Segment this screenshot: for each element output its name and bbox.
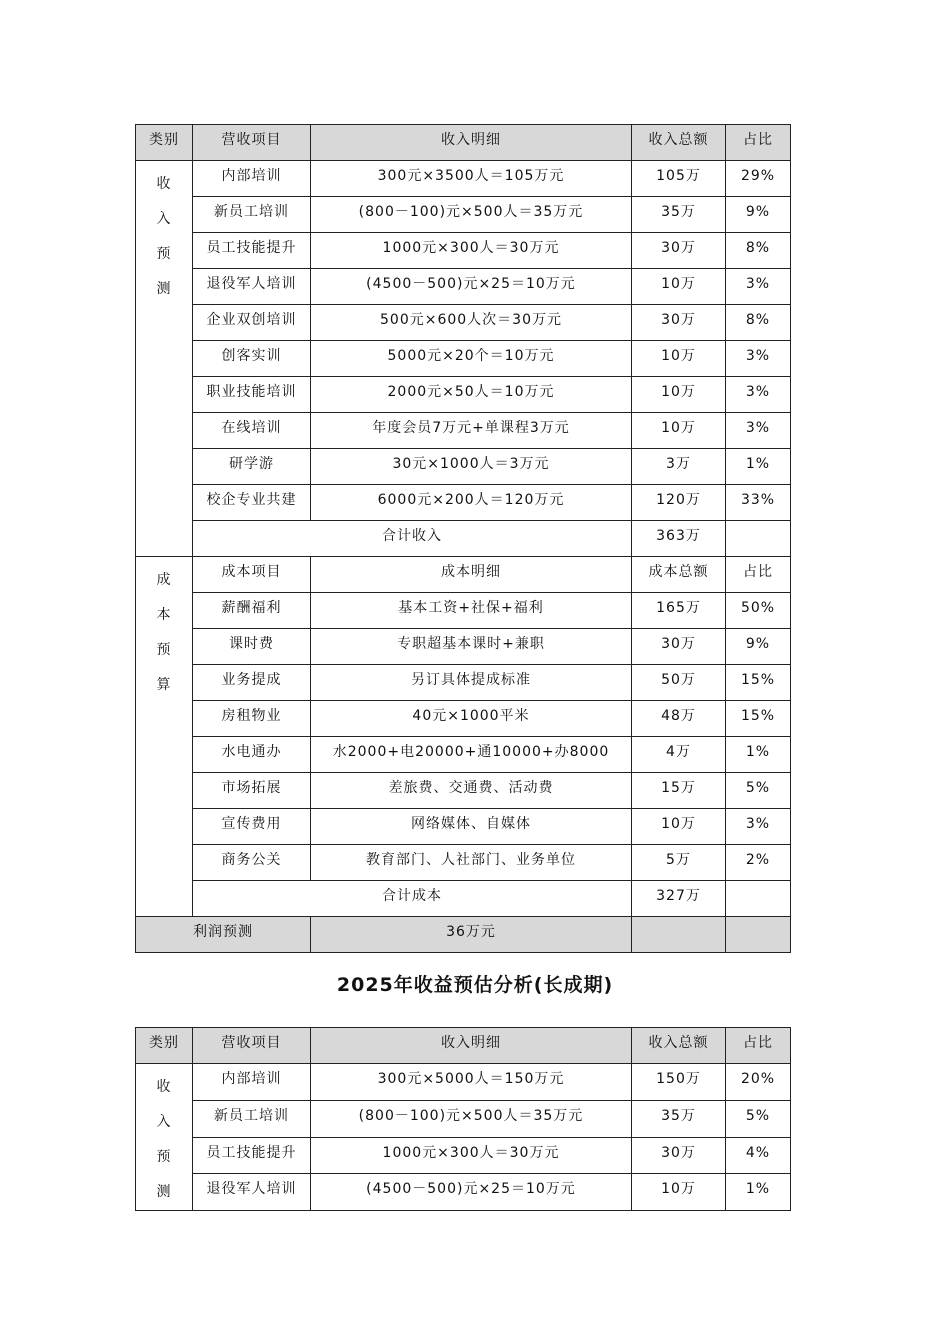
cost-header-item: 成本项目 (193, 557, 311, 593)
item-ratio: 33% (726, 485, 791, 521)
item-name: 校企专业共建 (193, 485, 311, 521)
item-total: 10万 (632, 1174, 726, 1211)
cost-header-detail: 成本明细 (311, 557, 632, 593)
item-detail: (4500－500)元×25＝10万元 (311, 269, 632, 305)
cost-item-ratio: 3% (726, 809, 791, 845)
item-detail: 300元×3500人＝105万元 (311, 161, 632, 197)
income-row (136, 305, 791, 341)
item-ratio: 3% (726, 377, 791, 413)
profit-label: 利润预测 (136, 917, 311, 953)
item-total: 30万 (632, 305, 726, 341)
cost-category-text: 成本预算 (156, 572, 172, 693)
item-detail: 1000元×300人＝30万元 (311, 233, 632, 269)
income-category-text: 收入预测 (156, 176, 172, 297)
item-name: 创客实训 (193, 341, 311, 377)
income-row (136, 1137, 791, 1174)
cost-total-ratio (726, 881, 791, 917)
cost-item-name: 商务公关 (193, 845, 311, 881)
income-row (136, 1064, 791, 1101)
item-name: 退役军人培训 (193, 269, 311, 305)
cost-item-total: 30万 (632, 629, 726, 665)
item-total: 35万 (632, 197, 726, 233)
item-detail: 1000元×300人＝30万元 (311, 1137, 632, 1174)
income-total-ratio (726, 521, 791, 557)
cost-total-value: 327万 (632, 881, 726, 917)
cost-total-label: 合计成本 (193, 881, 632, 917)
cost-item-total: 50万 (632, 665, 726, 701)
income-total-row (136, 521, 791, 557)
item-ratio: 29% (726, 161, 791, 197)
item-detail: 30元×1000人＝3万元 (311, 449, 632, 485)
item-detail: (800－100)元×500人＝35万元 (311, 1100, 632, 1137)
item-ratio: 1% (726, 1174, 791, 1211)
item-total: 10万 (632, 269, 726, 305)
profit-total (632, 917, 726, 953)
income-total-value: 363万 (632, 521, 726, 557)
item-ratio: 20% (726, 1064, 791, 1101)
cost-item-name: 课时费 (193, 629, 311, 665)
cost-header-row (136, 557, 791, 593)
income-row (136, 485, 791, 521)
cost-item-ratio: 9% (726, 629, 791, 665)
header-category: 类别 (136, 125, 193, 161)
item-detail: 年度会员7万元+单课程3万元 (311, 413, 632, 449)
income-row (136, 449, 791, 485)
income-row (136, 161, 791, 197)
item-name: 员工技能提升 (193, 1137, 311, 1174)
revenue-table-2025 (135, 1027, 791, 1211)
cost-item-detail: 基本工资+社保+福利 (311, 593, 632, 629)
cost-item-ratio: 2% (726, 845, 791, 881)
cost-item-name: 市场拓展 (193, 773, 311, 809)
item-ratio: 5% (726, 1100, 791, 1137)
cost-item-total: 165万 (632, 593, 726, 629)
cost-item-detail: 水2000+电20000+通10000+办8000 (311, 737, 632, 773)
item-name: 在线培训 (193, 413, 311, 449)
item-detail: 5000元×20个＝10万元 (311, 341, 632, 377)
item-name: 新员工培训 (193, 197, 311, 233)
item-ratio: 3% (726, 413, 791, 449)
cost-item-detail: 专职超基本课时+兼职 (311, 629, 632, 665)
cost-item-ratio: 50% (726, 593, 791, 629)
profit-value: 36万元 (311, 917, 632, 953)
cost-item-ratio: 15% (726, 665, 791, 701)
cost-row (136, 629, 791, 665)
cost-header-ratio: 占比 (726, 557, 791, 593)
header-row (136, 125, 791, 161)
income-row (136, 377, 791, 413)
item-name: 退役军人培训 (193, 1174, 311, 1211)
header-ratio: 占比 (726, 125, 791, 161)
item-name: 员工技能提升 (193, 233, 311, 269)
header-item: 营收项目 (193, 1028, 311, 1064)
cost-row (136, 845, 791, 881)
income-row (136, 413, 791, 449)
item-ratio: 9% (726, 197, 791, 233)
cost-item-total: 4万 (632, 737, 726, 773)
cost-row (136, 701, 791, 737)
cost-row (136, 593, 791, 629)
item-name: 研学游 (193, 449, 311, 485)
header-row (136, 1028, 791, 1064)
item-name: 职业技能培训 (193, 377, 311, 413)
item-name: 企业双创培训 (193, 305, 311, 341)
cost-item-name: 业务提成 (193, 665, 311, 701)
cost-row (136, 737, 791, 773)
item-name: 内部培训 (193, 1064, 311, 1101)
section-title: 2025年收益预估分析(长成期) (336, 974, 614, 996)
item-detail: (800－100)元×500人＝35万元 (311, 197, 632, 233)
cost-item-name: 薪酬福利 (193, 593, 311, 629)
cost-item-ratio: 1% (726, 737, 791, 773)
cost-item-detail: 教育部门、人社部门、业务单位 (311, 845, 632, 881)
cost-item-ratio: 5% (726, 773, 791, 809)
profit-ratio (726, 917, 791, 953)
income-category (136, 1064, 193, 1211)
revenue-table-2024 (135, 124, 791, 953)
item-detail: 2000元×50人＝10万元 (311, 377, 632, 413)
profit-row (136, 917, 791, 953)
cost-header-total: 成本总额 (632, 557, 726, 593)
item-detail: 6000元×200人＝120万元 (311, 485, 632, 521)
item-ratio: 3% (726, 269, 791, 305)
cost-item-total: 48万 (632, 701, 726, 737)
cost-item-detail: 差旅费、交通费、活动费 (311, 773, 632, 809)
item-detail: 300元×5000人＝150万元 (311, 1064, 632, 1101)
income-total-label: 合计收入 (193, 521, 632, 557)
income-row (136, 1174, 791, 1211)
item-total: 10万 (632, 413, 726, 449)
cost-category (136, 557, 193, 917)
item-total: 35万 (632, 1100, 726, 1137)
cost-item-name: 宣传费用 (193, 809, 311, 845)
cost-item-total: 10万 (632, 809, 726, 845)
cost-row (136, 773, 791, 809)
cost-item-total: 15万 (632, 773, 726, 809)
income-row (136, 233, 791, 269)
item-ratio: 8% (726, 233, 791, 269)
cost-item-ratio: 15% (726, 701, 791, 737)
item-total: 10万 (632, 341, 726, 377)
item-name: 新员工培训 (193, 1100, 311, 1137)
item-detail: 500元×600人次＝30万元 (311, 305, 632, 341)
cost-row (136, 665, 791, 701)
income-category-text: 收入预测 (156, 1079, 172, 1200)
item-total: 30万 (632, 233, 726, 269)
income-category (136, 161, 193, 557)
header-detail: 收入明细 (311, 125, 632, 161)
cost-item-name: 水电通办 (193, 737, 311, 773)
item-ratio: 4% (726, 1137, 791, 1174)
cost-item-name: 房租物业 (193, 701, 311, 737)
cost-item-detail: 网络媒体、自媒体 (311, 809, 632, 845)
income-row (136, 269, 791, 305)
cost-item-total: 5万 (632, 845, 726, 881)
income-row (136, 197, 791, 233)
cost-row (136, 809, 791, 845)
item-total: 120万 (632, 485, 726, 521)
cost-item-detail: 40元×1000平米 (311, 701, 632, 737)
header-total: 收入总额 (632, 125, 726, 161)
item-name: 内部培训 (193, 161, 311, 197)
cost-item-detail: 另订具体提成标准 (311, 665, 632, 701)
cost-total-row (136, 881, 791, 917)
header-ratio: 占比 (726, 1028, 791, 1064)
item-ratio: 1% (726, 449, 791, 485)
item-total: 30万 (632, 1137, 726, 1174)
item-total: 10万 (632, 377, 726, 413)
header-detail: 收入明细 (311, 1028, 632, 1064)
item-total: 150万 (632, 1064, 726, 1101)
income-row (136, 1100, 791, 1137)
header-total: 收入总额 (632, 1028, 726, 1064)
header-item: 营收项目 (193, 125, 311, 161)
header-category: 类别 (136, 1028, 193, 1064)
item-total: 105万 (632, 161, 726, 197)
item-total: 3万 (632, 449, 726, 485)
item-detail: (4500－500)元×25＝10万元 (311, 1174, 632, 1211)
item-ratio: 3% (726, 341, 791, 377)
income-row (136, 341, 791, 377)
item-ratio: 8% (726, 305, 791, 341)
